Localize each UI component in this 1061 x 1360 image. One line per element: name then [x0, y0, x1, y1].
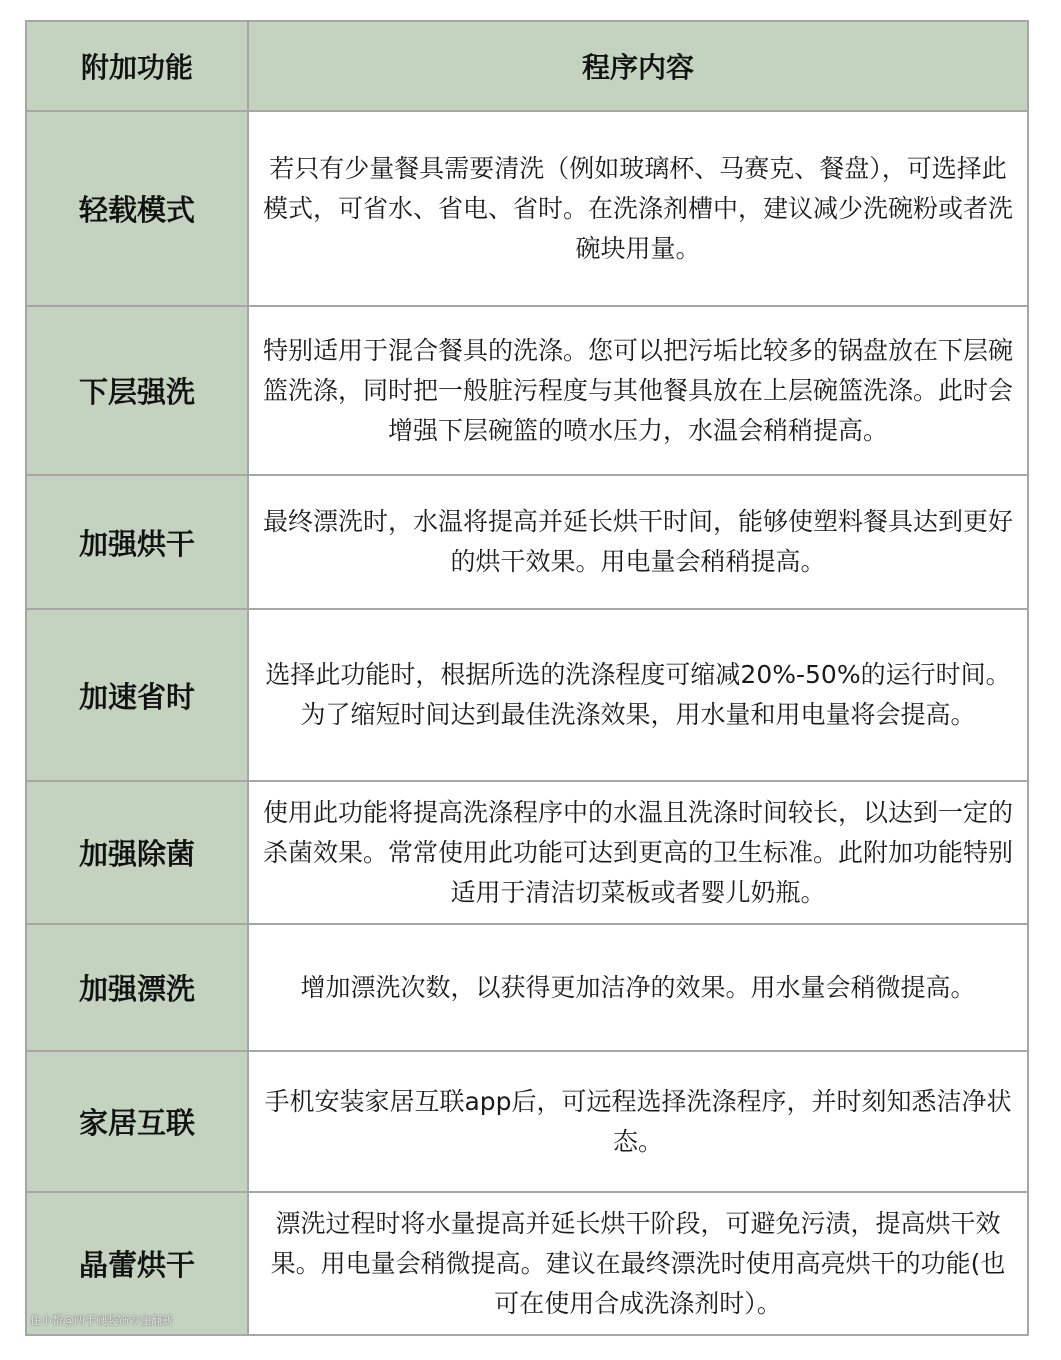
table-row [26, 1051, 1028, 1192]
header-row [26, 21, 1028, 111]
function-description: 漂洗过程时将水量提高并延长烘干阶段，可避免污渍，提高烘干效果。用电量会稍微提高。建议在最终漂洗时使用高亮烘干的功能(也可在使用合成洗涤剂时）。 [248, 1192, 1028, 1335]
table-row [26, 111, 1028, 306]
header-content: 程序内容 [248, 21, 1028, 111]
table-row [26, 475, 1028, 609]
function-description: 增加漂洗次数，以获得更加洁净的效果。用水量会稍微提高。 [248, 924, 1028, 1051]
function-description: 最终漂洗时，水温将提高并延长烘干时间，能够使塑料餐具达到更好的烘干效果。用电量会稍稍提高。 [248, 475, 1028, 609]
function-table [25, 20, 1029, 1336]
table-row [26, 306, 1028, 475]
function-name: 家居互联 [26, 1051, 248, 1192]
watermark: 住小帮@两手硬装饰专注翻新 [30, 1314, 173, 1327]
table-row [26, 1192, 1028, 1335]
function-name: 加速省时 [26, 609, 248, 781]
function-name: 晶蕾烘干 [26, 1192, 248, 1335]
function-description: 选择此功能时，根据所选的洗涤程度可缩减20%-50%的运行时间。为了缩短时间达到最佳洗涤效果，用水量和用电量将会提高。 [248, 609, 1028, 781]
function-description: 若只有少量餐具需要清洗（例如玻璃杯、马赛克、餐盘），可选择此模式，可省水、省电、省时。在洗涤剂槽中，建议减少洗碗粉或者洗碗块用量。 [248, 111, 1028, 306]
table-row [26, 609, 1028, 781]
function-description: 特别适用于混合餐具的洗涤。您可以把污垢比较多的锅盘放在下层碗篮洗涤，同时把一般脏污程度与其他餐具放在上层碗篮洗涤。此时会增强下层碗篮的喷水压力，水温会稍稍提高。 [248, 306, 1028, 475]
function-name: 下层强洗 [26, 306, 248, 475]
function-name: 加强除菌 [26, 781, 248, 924]
function-name: 加强烘干 [26, 475, 248, 609]
function-name: 加强漂洗 [26, 924, 248, 1051]
function-name: 轻载模式 [26, 111, 248, 306]
header-function: 附加功能 [26, 21, 248, 111]
function-description: 使用此功能将提高洗涤程序中的水温且洗涤时间较长，以达到一定的杀菌效果。常常使用此功能可达到更高的卫生标准。此附加功能特别适用于清洁切菜板或者婴儿奶瓶。 [248, 781, 1028, 924]
table-row [26, 924, 1028, 1051]
function-description: 手机安装家居互联app后，可远程选择洗涤程序，并时刻知悉洁净状态。 [248, 1051, 1028, 1192]
table-row [26, 781, 1028, 924]
